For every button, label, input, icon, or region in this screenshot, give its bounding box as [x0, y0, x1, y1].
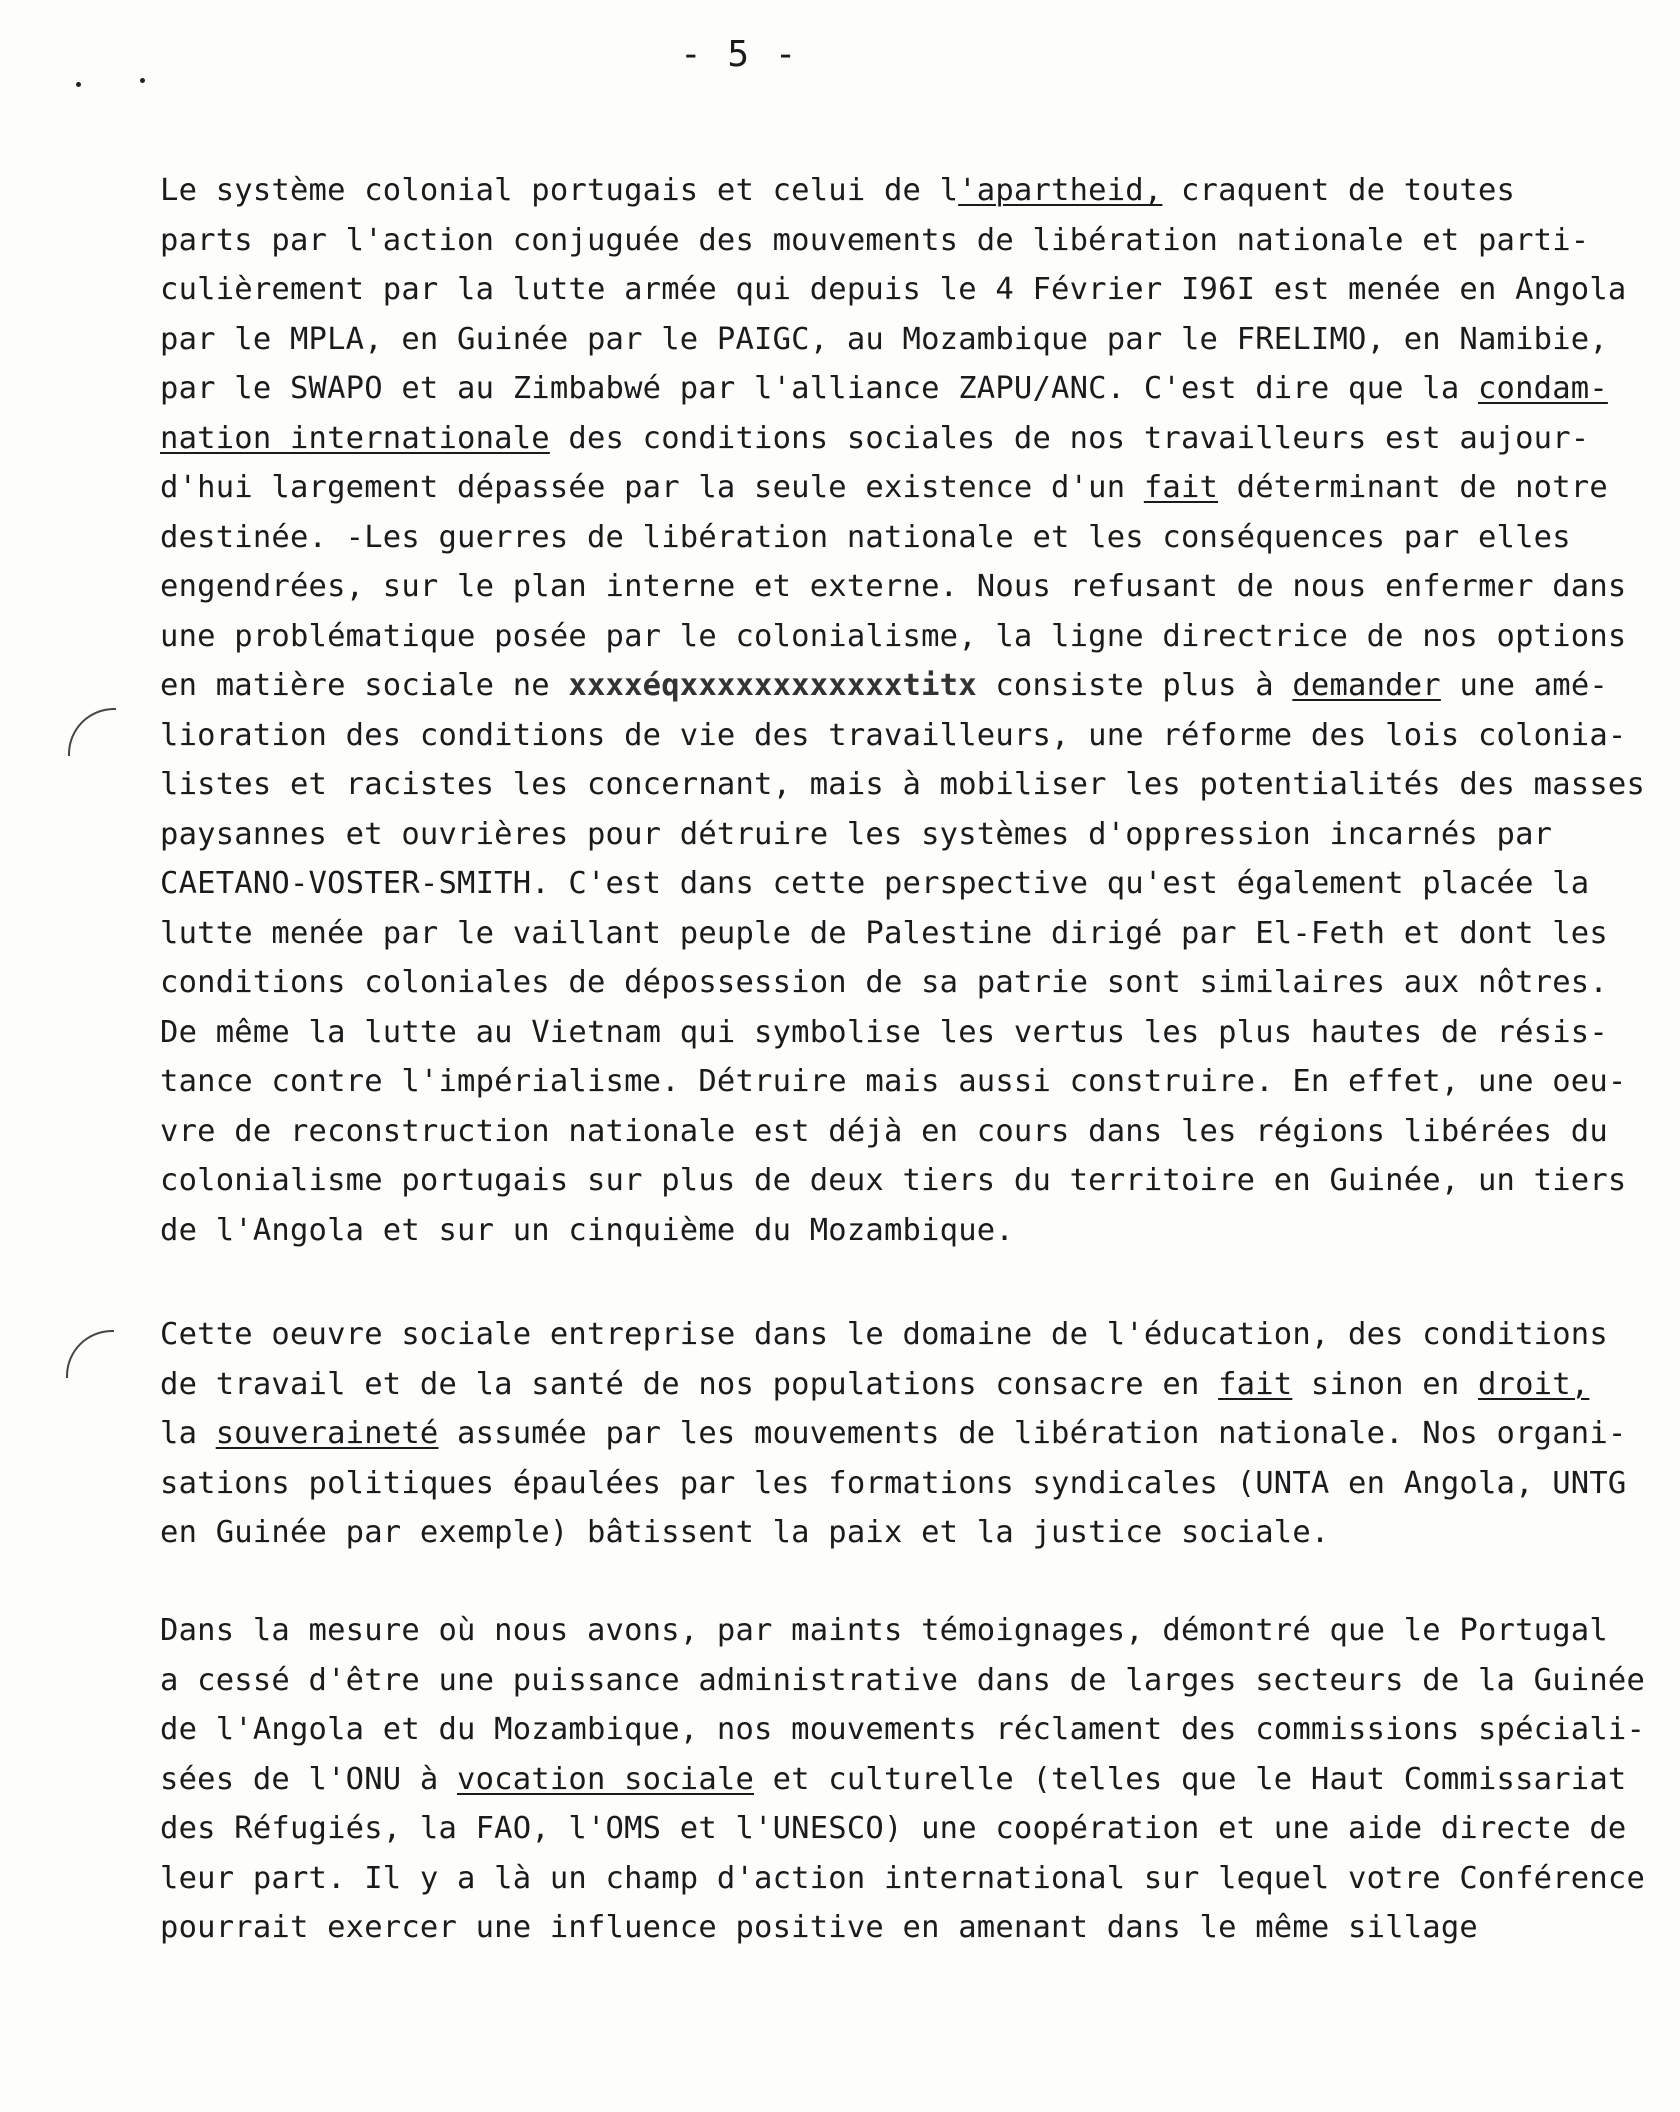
text-line: engendrées, sur le plan interne et externe. Nous refusant de nous enfermer dans: [160, 569, 1627, 604]
text-line: culièrement par la lutte armée qui depuis le 4 Février I96I est menée en Angola: [160, 272, 1627, 307]
text-line: d'hui largement dépassée par la seule existence d'un fait déterminant de notre: [160, 470, 1608, 505]
text-line: Cette oeuvre sociale entreprise dans le domaine de l'éducation, des conditions: [160, 1317, 1608, 1352]
text-line: sées de l'ONU à vocation sociale et culturelle (telles que le Haut Commissariat: [160, 1761, 1627, 1797]
margin-bracket-mark: [66, 1330, 114, 1378]
text-line: De même la lutte au Vietnam qui symbolise les vertus les plus hautes de résis-: [160, 1014, 1608, 1050]
text-line: de l'Angola et sur un cinquième du Mozambique.: [160, 1212, 1014, 1248]
paragraph-3: [160, 1606, 1646, 1953]
underlined-term: souveraineté: [215, 1416, 439, 1451]
underlined-term: vocation sociale: [457, 1761, 755, 1797]
text-line: destinée. -Les guerres de libération nationale et les conséquences par elles: [160, 519, 1571, 555]
paragraph-2: [160, 1310, 1640, 1558]
paragraph-1: [160, 166, 1646, 1255]
text-line: par le SWAPO et au Zimbabwé par l'alliance ZAPU/ANC. C'est dire que la condam-: [160, 371, 1608, 406]
text-line: une problématique posée par le colonialisme, la ligne directrice de nos options: [160, 618, 1627, 654]
text-line: Dans la mesure où nous avons, par maints témoignages, démontré que le Portugal: [160, 1613, 1608, 1648]
text-line: par le MPLA, en Guinée par le PAIGC, au Mozambique par le FRELIMO, en Namibie,: [160, 321, 1608, 357]
margin-bracket-mark: [68, 708, 116, 756]
text-line: leur part. Il y a là un champ d'action international sur lequel votre Conférence: [160, 1860, 1646, 1896]
text-line: des Réfugiés, la FAO, l'OMS et l'UNESCO) une coopération et une aide directe de: [160, 1811, 1627, 1846]
underlined-term: fait: [1143, 470, 1219, 505]
text-line: en Guinée par exemple) bâtissent la paix et la justice sociale.: [160, 1515, 1330, 1550]
paper-speck: [140, 78, 145, 83]
text-line: de l'Angola et du Mozambique, nos mouvements réclament des commissions spéciali-: [160, 1712, 1646, 1747]
text-line: tance contre l'impérialisme. Détruire mais aussi construire. En effet, une oeu-: [160, 1064, 1627, 1099]
text-line: a cessé d'être une puissance administrative dans de larges secteurs de la Guinée: [160, 1662, 1646, 1698]
text-line: lutte menée par le vaillant peuple de Palestine dirigé par El-Feth et dont les: [160, 915, 1608, 951]
text-line: pourrait exercer une influence positive en amenant dans le même sillage: [160, 1910, 1478, 1945]
underlined-term: demander: [1292, 668, 1441, 703]
text-line: conditions coloniales de dépossession de sa patrie sont similaires aux nôtres.: [160, 965, 1608, 1000]
text-line: listes et racistes les concernant, mais à mobiliser les potentialités des masses: [160, 767, 1646, 802]
text-line: en matière sociale ne xxxxéqxxxxxxxxxxxxtitx consiste plus à demander une amé-: [160, 668, 1608, 703]
underlined-term: fait: [1218, 1366, 1293, 1402]
underlined-term: nation internationale: [160, 420, 550, 456]
page-number: - 5 -: [680, 34, 799, 75]
struck-out-text: xxxxéqxxxxxxxxxxxxtitx: [568, 668, 977, 703]
underlined-term: 'apartheid,: [958, 173, 1163, 208]
text-line: nation internationale des conditions sociales de nos travailleurs est aujour-: [160, 420, 1590, 456]
text-line: lioration des conditions de vie des travailleurs, une réforme des lois colonia-: [160, 717, 1627, 753]
text-line: parts par l'action conjuguée des mouvements de libération nationale et parti-: [160, 222, 1590, 258]
underlined-term: condam-: [1477, 371, 1608, 406]
text-line: Le système colonial portugais et celui de l'apartheid, craquent de toutes: [160, 173, 1516, 208]
text-line: sations politiques épaulées par les formations syndicales (UNTA en Angola, UNTG: [160, 1465, 1627, 1501]
text-line: CAETANO-VOSTER-SMITH. C'est dans cette perspective qu'est également placée la: [160, 866, 1590, 901]
text-line: de travail et de la santé de nos populations consacre en fait sinon en droit,: [160, 1366, 1590, 1402]
underlined-term: droit,: [1477, 1366, 1590, 1402]
text-line: colonialisme portugais sur plus de deux tiers du territoire en Guinée, un tiers: [160, 1163, 1627, 1198]
text-line: vre de reconstruction nationale est déjà en cours dans les régions libérées du: [160, 1113, 1608, 1149]
paper-speck: [76, 82, 81, 87]
text-line: la souveraineté assumée par les mouvements de libération nationale. Nos organi-: [160, 1416, 1627, 1451]
text-line: paysannes et ouvrières pour détruire les systèmes d'oppression incarnés par: [160, 816, 1553, 852]
